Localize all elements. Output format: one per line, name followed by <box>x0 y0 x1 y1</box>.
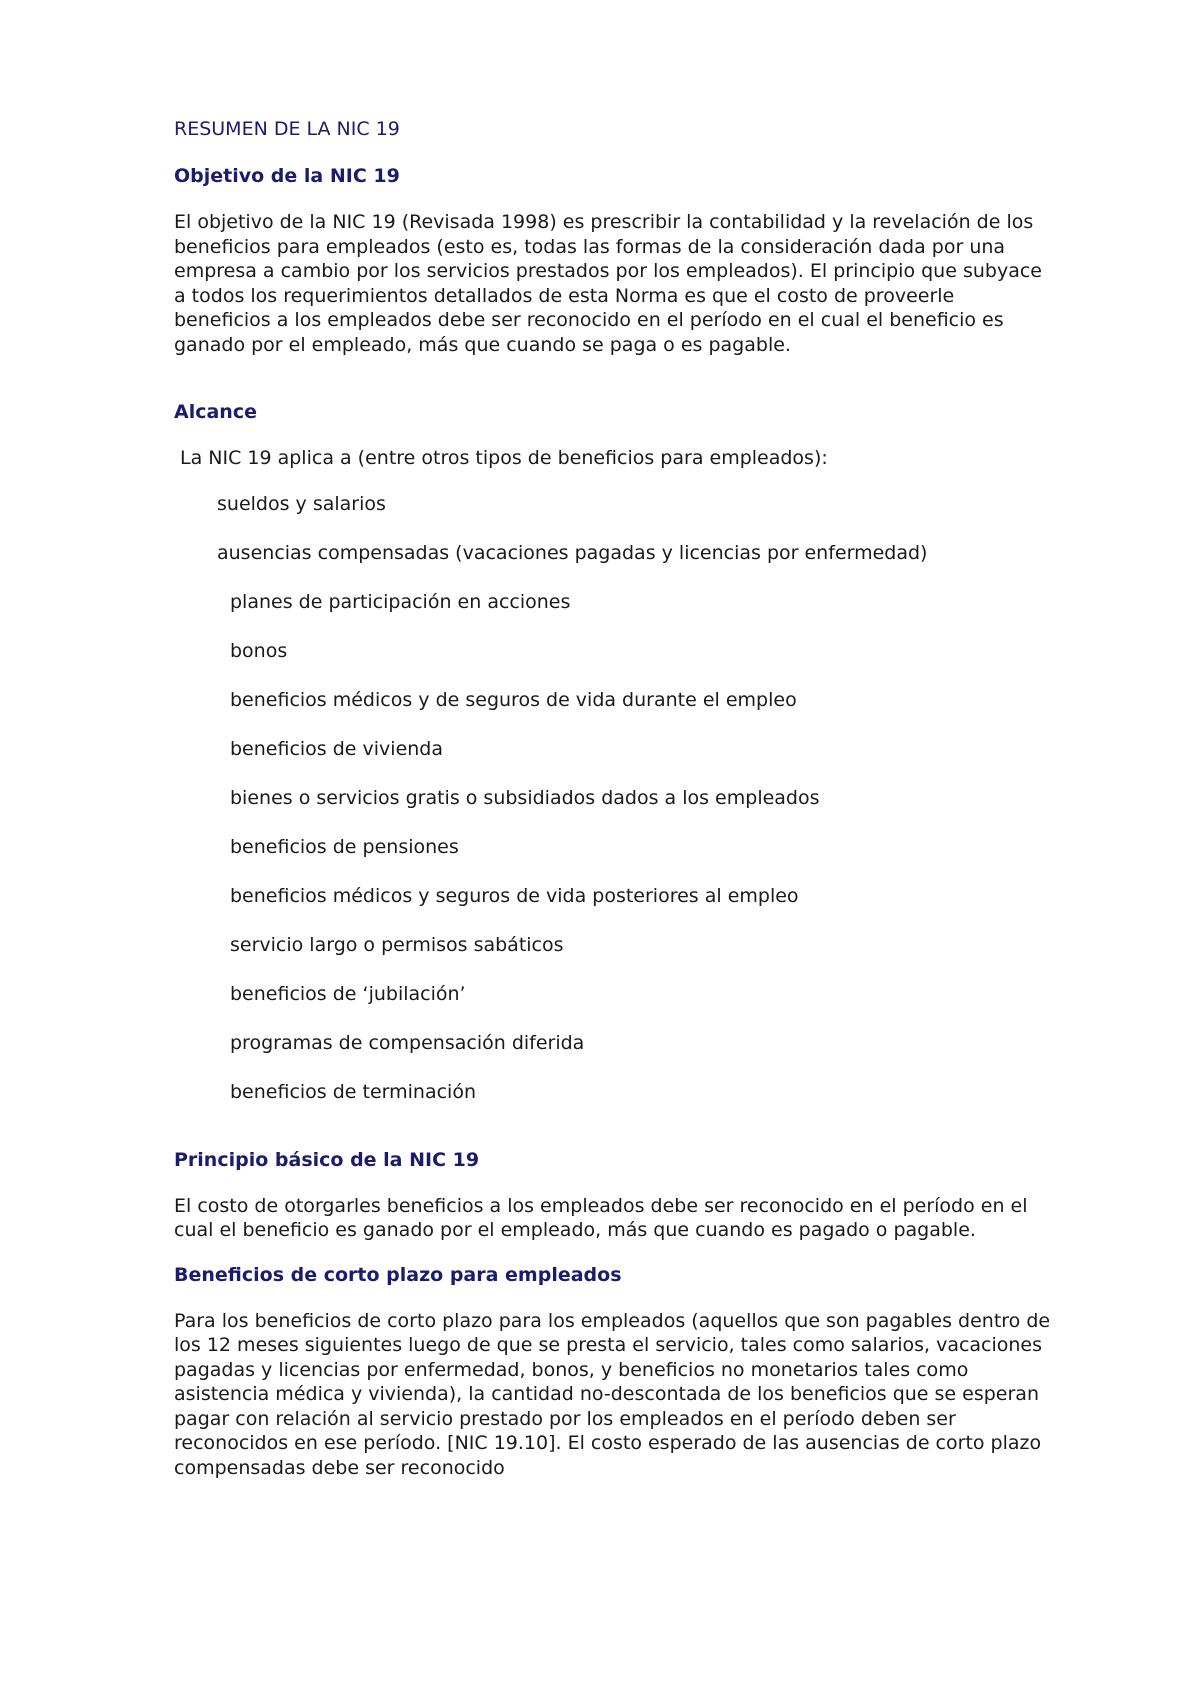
alcance-benefits-list <box>174 492 1054 1104</box>
heading-alcance: Alcance <box>174 401 257 423</box>
document-title: RESUMEN DE LA NIC 19 <box>174 118 400 140</box>
list-item: planes de participación en acciones <box>230 590 571 613</box>
heading-corto-plazo: Beneficios de corto plazo para empleados <box>174 1263 622 1286</box>
list-item: bonos <box>230 639 288 662</box>
document-page <box>174 118 1054 1480</box>
list-item: beneficios de vivienda <box>230 737 444 760</box>
list-item: ausencias compensadas (vacaciones pagadas y licencias por enfermedad) <box>217 541 928 564</box>
list-item: beneficios de terminación <box>230 1080 477 1103</box>
paragraph-principio: El costo de otorgarles beneficios a los empleados debe ser reconocido en el período en el cual el beneficio es ganado por el empleado, más que cuando es pagado o pagable. <box>174 1194 1028 1241</box>
heading-objetivo: Objetivo de la NIC 19 <box>174 165 400 187</box>
list-item: beneficios médicos y de seguros de vida durante el empleo <box>230 688 797 711</box>
paragraph-alcance-intro: La NIC 19 aplica a (entre otros tipos de beneficios para empleados): <box>180 447 828 469</box>
paragraph-corto-plazo: Para los beneficios de corto plazo para los empleados (aquellos que son pagables dentro de los 12 meses siguientes luego de que se presta el servicio, tales como salarios, vacaciones pagadas y licencias por enfermedad, bonos, y beneficios no monetarios tales como asistencia médica y vivienda), la cantidad no-descontada de los beneficios que se esperan pagar con relación al servicio prestado por los empleados en el período deben ser reconocidos en ese período. [NIC 19.10]. El costo esperado de las ausencias de corto plazo compensadas debe ser reconocido <box>174 1309 1051 1479</box>
list-item: bienes o servicios gratis o subsidiados dados a los empleados <box>230 786 820 809</box>
paragraph-objetivo: El objetivo de la NIC 19 (Revisada 1998) es prescribir la contabilidad y la revelación de los beneficios para empleados (esto es, todas las formas de la consideración dada por una empresa a cambio por los servicios prestados por los empleados). El principio que subyace a todos los requerimientos detallados de esta Norma es que el costo de proveerle beneficios a los empleados debe ser reconocido en el período en el cual el beneficio es ganado por el empleado, más que cuando se paga o es pagable. <box>174 211 1042 356</box>
list-item: beneficios de pensiones <box>230 835 459 858</box>
list-item: servicio largo o permisos sabáticos <box>230 933 564 956</box>
list-item: beneficios de ‘jubilación’ <box>230 982 466 1005</box>
list-item: sueldos y salarios <box>217 492 386 515</box>
heading-principio: Principio básico de la NIC 19 <box>174 1148 480 1171</box>
list-item: programas de compensación diferida <box>230 1031 585 1054</box>
list-item: beneficios médicos y seguros de vida posteriores al empleo <box>230 884 799 907</box>
